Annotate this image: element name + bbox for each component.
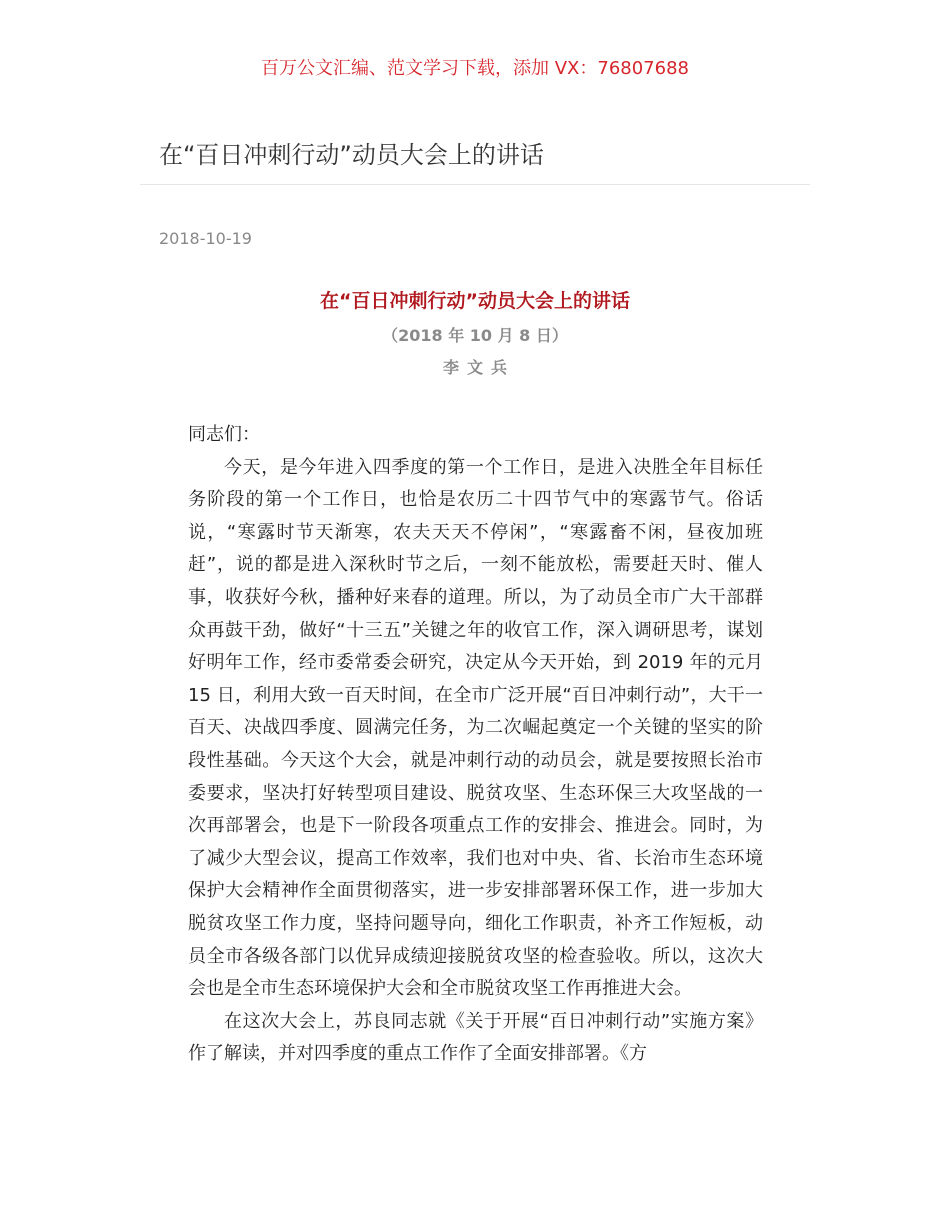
article-title: 在“百日冲刺行动”动员大会上的讲话 (320, 290, 630, 312)
title-divider (140, 184, 810, 185)
article-date: （2018 年 10 月 8 日） (382, 326, 568, 345)
salutation: 同志们： (188, 424, 260, 445)
publish-date: 2018-10-19 (159, 229, 252, 248)
paragraph-2: 在这次大会上，苏良同志就《关于开展“百日冲刺行动”实施方案》作了解读，并对四季度的重点工作作了全面安排部署。《方 (188, 1010, 763, 1065)
paragraph-1: 今天，是今年进入四季度的第一个工作日，是进入决胜全年目标任务阶段的第一个工作日，也恰是农历二十四节气中的寒露节气。俗话说，“寒露时节天渐寒，农夫天天不停闲”，“寒露畜不闲，昼夜加班赶”，说的都是进入深秋时节之后，一刻不能放松，需要赶天时、催人事，收获好今秋，播种好来春的道理。所以，为了动员全市广大干部群众再鼓干劲，做好“十三五”关键之年的收官工作，深入调研思考，谋划好明年工作，经市委常委会研究，决定从今天开始，到 2019 年的元月 15 日，利用大致一百天时间，在全市广泛开展“百日冲刺行动”，大干一百天、决战四季度、圆满完任务，为二次崛起奠定一个关键的坚实的阶段性基础。今天这个大会，就是冲刺行动的动员会，就是要按照长治市委要求，坚决打好转型项目建设、脱贫攻坚、生态环保三大攻坚战的一次再部署会，也是下一阶段各项重点工作的安排会、推进会。同时，为了减少大型会议，提高工作效率，我们也对中央、省、长治市生态环境保护大会精神作全面贯彻落实，进一步安排部署环保工作，进一步加大脱贫攻坚工作力度，坚持问题导向，细化工作职责，补齐工作短板，动员全市各级各部门以优异成绩迎接脱贫攻坚的检查验收。所以，这次大会也是全市生态环境保护大会和全市脱贫攻坚工作再推进大会。 (188, 456, 763, 1000)
article-author: 李文兵 (442, 358, 515, 377)
article-body (188, 419, 763, 1071)
page-title: 在“百日冲刺行动”动员大会上的讲话 (159, 141, 544, 169)
promo-banner: 百万公文汇编、范文学习下载，添加 VX：76807688 (261, 58, 689, 79)
